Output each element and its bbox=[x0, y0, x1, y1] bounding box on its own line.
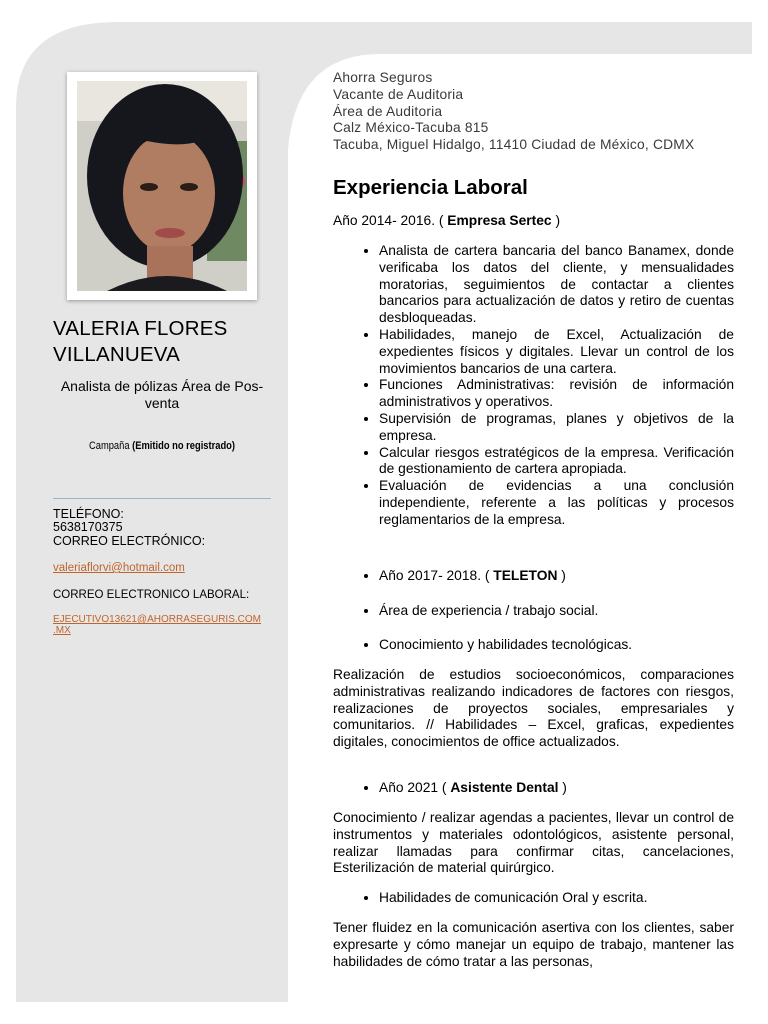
profile-photo bbox=[67, 72, 257, 300]
job-2-prefix: Año 2017- 2018. ( bbox=[379, 568, 494, 583]
work-email-link[interactable] bbox=[53, 614, 261, 636]
address-line-4: Calz México-Tacuba 815 bbox=[333, 120, 489, 136]
job-1-bullet: • Evaluación de evidencias a una conclusión independiente, referente a las políticas y procesos reglamentarios de la empresa. bbox=[379, 478, 734, 528]
profile-photo-image bbox=[77, 81, 247, 291]
recipient-address bbox=[333, 70, 734, 154]
job-1-company: Empresa Sertec bbox=[447, 213, 552, 228]
campaign-label: Campaña bbox=[88, 440, 130, 452]
job-1-bullet: • Supervisión de programas, planes y objetivos de la empresa. bbox=[379, 411, 734, 445]
campaign-value: (Emitido no registrado) bbox=[132, 440, 235, 452]
job-3-suffix: ) bbox=[558, 780, 567, 795]
phone-value: 5638170375 bbox=[53, 520, 123, 534]
work-email-label: CORREO ELECTRONICO LABORAL: bbox=[53, 589, 250, 601]
name-line-2: VILLANUEVA bbox=[53, 343, 180, 366]
address-line-2: Vacante de Auditoria bbox=[333, 86, 464, 102]
job-1-bullet: • Calcular riesgos estratégicos de la empresa. Verificación de gestionamiento de cartera apropiada. bbox=[379, 445, 734, 479]
job-1-title bbox=[333, 213, 734, 230]
experience-heading: Experiencia Laboral bbox=[333, 176, 528, 199]
job-2-bullet-2 bbox=[333, 637, 734, 654]
job-3-paragraph: Conocimiento / realizar agendas a pacientes, llevar un control de instrumentos y materiales odontológicos, asistente personal, realizar llamadas para confirmar citas, cancelaciones, Esterilización de material quirúrgico. bbox=[333, 810, 734, 876]
job-1-prefix: Año 2014- 2016. ( bbox=[333, 213, 448, 228]
job-1-suffix: ) bbox=[551, 213, 561, 228]
job-1-bullet: • Funciones Administrativas: revisión de información administrativos y operativos. bbox=[379, 377, 734, 411]
address-line-5: Tacuba, Miguel Hidalgo, 11410 Ciudad de México, CDMX bbox=[333, 137, 695, 153]
candidate-name bbox=[53, 316, 227, 368]
job-2-company: TELETON bbox=[493, 568, 558, 583]
job-3-bullet bbox=[333, 890, 734, 907]
email-link[interactable]: valeriaflorvi@hotmail.com bbox=[53, 562, 185, 574]
job-2-title bbox=[333, 568, 734, 585]
job-3-bullet-text: • Habilidades de comunicación Oral y escrita. bbox=[379, 890, 734, 907]
phone-label: TELÉFONO: bbox=[53, 507, 124, 521]
closing-paragraph: Tener fluidez en la comunicación asertiva con los clientes, saber expresarte y cómo manejar un equipo de trabajo, mantener las habilidades de cómo tratar a las personas, bbox=[333, 920, 734, 969]
job-3-title-item bbox=[379, 780, 734, 797]
campaign-line bbox=[69, 440, 254, 452]
work-email-line-2: .MX bbox=[53, 625, 71, 636]
name-line-1: VALERIA FLORES bbox=[53, 317, 228, 340]
job-1-bullet: • Habilidades, manejo de Excel, Actualización de expedientes físicos y digitales. Llevar un control de los movimientos bancarios de una cartera. bbox=[379, 327, 734, 377]
sidebar-divider bbox=[53, 498, 271, 499]
job-2-title-item bbox=[379, 568, 734, 585]
job-2-paragraph: Realización de estudios socioeconómicos, comparaciones administrativas realizando indicadores de factores con riesgos, realizaciones de proyectos sociales, empresariales y comunitarios. // Habilidades – Excel, graficas, expedientes digitales, conocimientos de office actualizados. bbox=[333, 667, 734, 750]
job-2-suffix: ) bbox=[557, 568, 566, 583]
candidate-role: Analista de pólizas Área de Pos-venta bbox=[60, 378, 264, 411]
address-line-1: Ahorra Seguros bbox=[333, 70, 433, 85]
job-3-company: Asistente Dental bbox=[450, 780, 559, 795]
job-2-bullet-1-text: • Área de experiencia / trabajo social. bbox=[379, 603, 734, 620]
work-email-line-1: EJECUTIVO13621@AHORRASEGURIS.COM bbox=[53, 614, 261, 625]
job-1-bullet: • Analista de cartera bancaria del banco Banamex, donde verificaba los datos del cliente, y mensualidades moratorias, seguimientos de contactar a clientes bancarios para actualización de datos y retiro de cuentas desbloqueadas. bbox=[379, 243, 734, 327]
job-3-prefix: Año 2021 ( bbox=[379, 780, 451, 795]
email-label: CORREO ELECTRÓNICO: bbox=[53, 534, 206, 548]
address-line-3: Área de Auditoria bbox=[333, 103, 443, 119]
job-2-bullet-2-text: • Conocimiento y habilidades tecnológicas. bbox=[379, 637, 734, 654]
job-1-bullets bbox=[333, 243, 734, 529]
job-2-bullet-1 bbox=[333, 603, 734, 620]
job-3-title bbox=[333, 780, 734, 797]
